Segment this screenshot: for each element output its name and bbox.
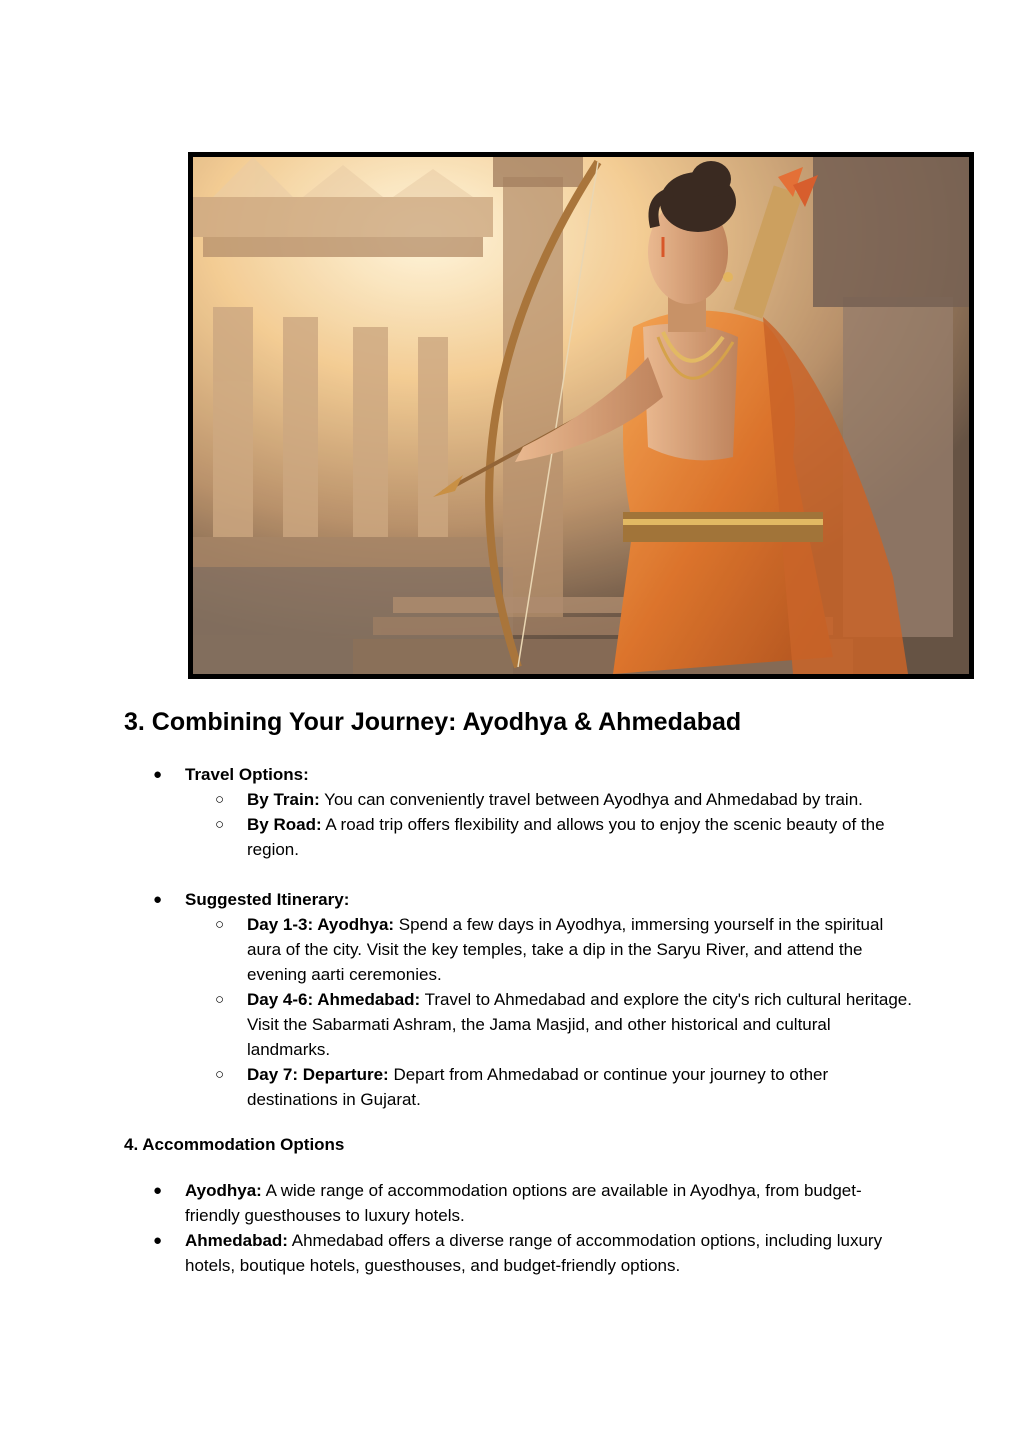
list-item-text: Ahmedabad offers a diverse range of accommodation options, including luxury hotels, boutique hotels, guesthouses, and budget-friendly options. [185, 1231, 883, 1275]
list-item-label: Ayodhya: [185, 1181, 262, 1200]
list-item-text: Spend a few days in Ayodhya, immersing yourself in the spiritual aura of the city. Visit the key temples, take a dip in the Saryu River, and attend the evening aarti ceremonies. [247, 915, 884, 984]
section-4-title: 4. Accommodation Options [124, 1135, 345, 1154]
list-item [185, 812, 914, 862]
list-item-label: Day 4-6: Ahmedabad: [247, 990, 421, 1009]
list-item-text: You can conveniently travel between Ayodhya and Ahmedabad by train. [319, 790, 863, 809]
travel-options-sublist [185, 787, 914, 862]
travel-options-item [124, 762, 914, 862]
list-item [185, 1062, 914, 1112]
list-item [185, 912, 914, 987]
section-3-list [124, 762, 914, 1112]
section-4-list [124, 1178, 914, 1278]
document-body [124, 700, 914, 1278]
list-item-text: A wide range of accommodation options are available in Ayodhya, from budget-friendly guesthouses to luxury hotels. [185, 1181, 862, 1225]
list-item-text: A road trip offers flexibility and allows you to enjoy the scenic beauty of the region. [247, 815, 885, 859]
list-item-text: Depart from Ahmedabad or continue your journey to other destinations in Gujarat. [247, 1065, 829, 1109]
itinerary-heading: Suggested Itinerary: [185, 890, 350, 909]
list-item-label: Day 1-3: Ayodhya: [247, 915, 395, 934]
list-item [185, 987, 914, 1062]
section-3-title: 3. Combining Your Journey: Ayodhya & Ahmedabad [124, 708, 742, 736]
list-item [124, 1178, 914, 1228]
list-item [185, 787, 914, 812]
list-item-label: Ahmedabad: [185, 1231, 288, 1250]
travel-options-heading: Travel Options: [185, 765, 309, 784]
list-item-label: By Road: [247, 815, 322, 834]
itinerary-item [124, 887, 914, 1112]
itinerary-sublist [185, 912, 914, 1112]
list-item-text: Travel to Ahmedabad and explore the city's rich cultural heritage. Visit the Sabarmati Ashram, the Jama Masjid, and other historical and cultural landmarks. [247, 990, 912, 1059]
list-item-label: By Train: [247, 790, 320, 809]
rama-illustration [193, 157, 969, 674]
list-item [124, 1228, 914, 1278]
hero-image [188, 152, 974, 679]
list-item-label: Day 7: Departure: [247, 1065, 389, 1084]
